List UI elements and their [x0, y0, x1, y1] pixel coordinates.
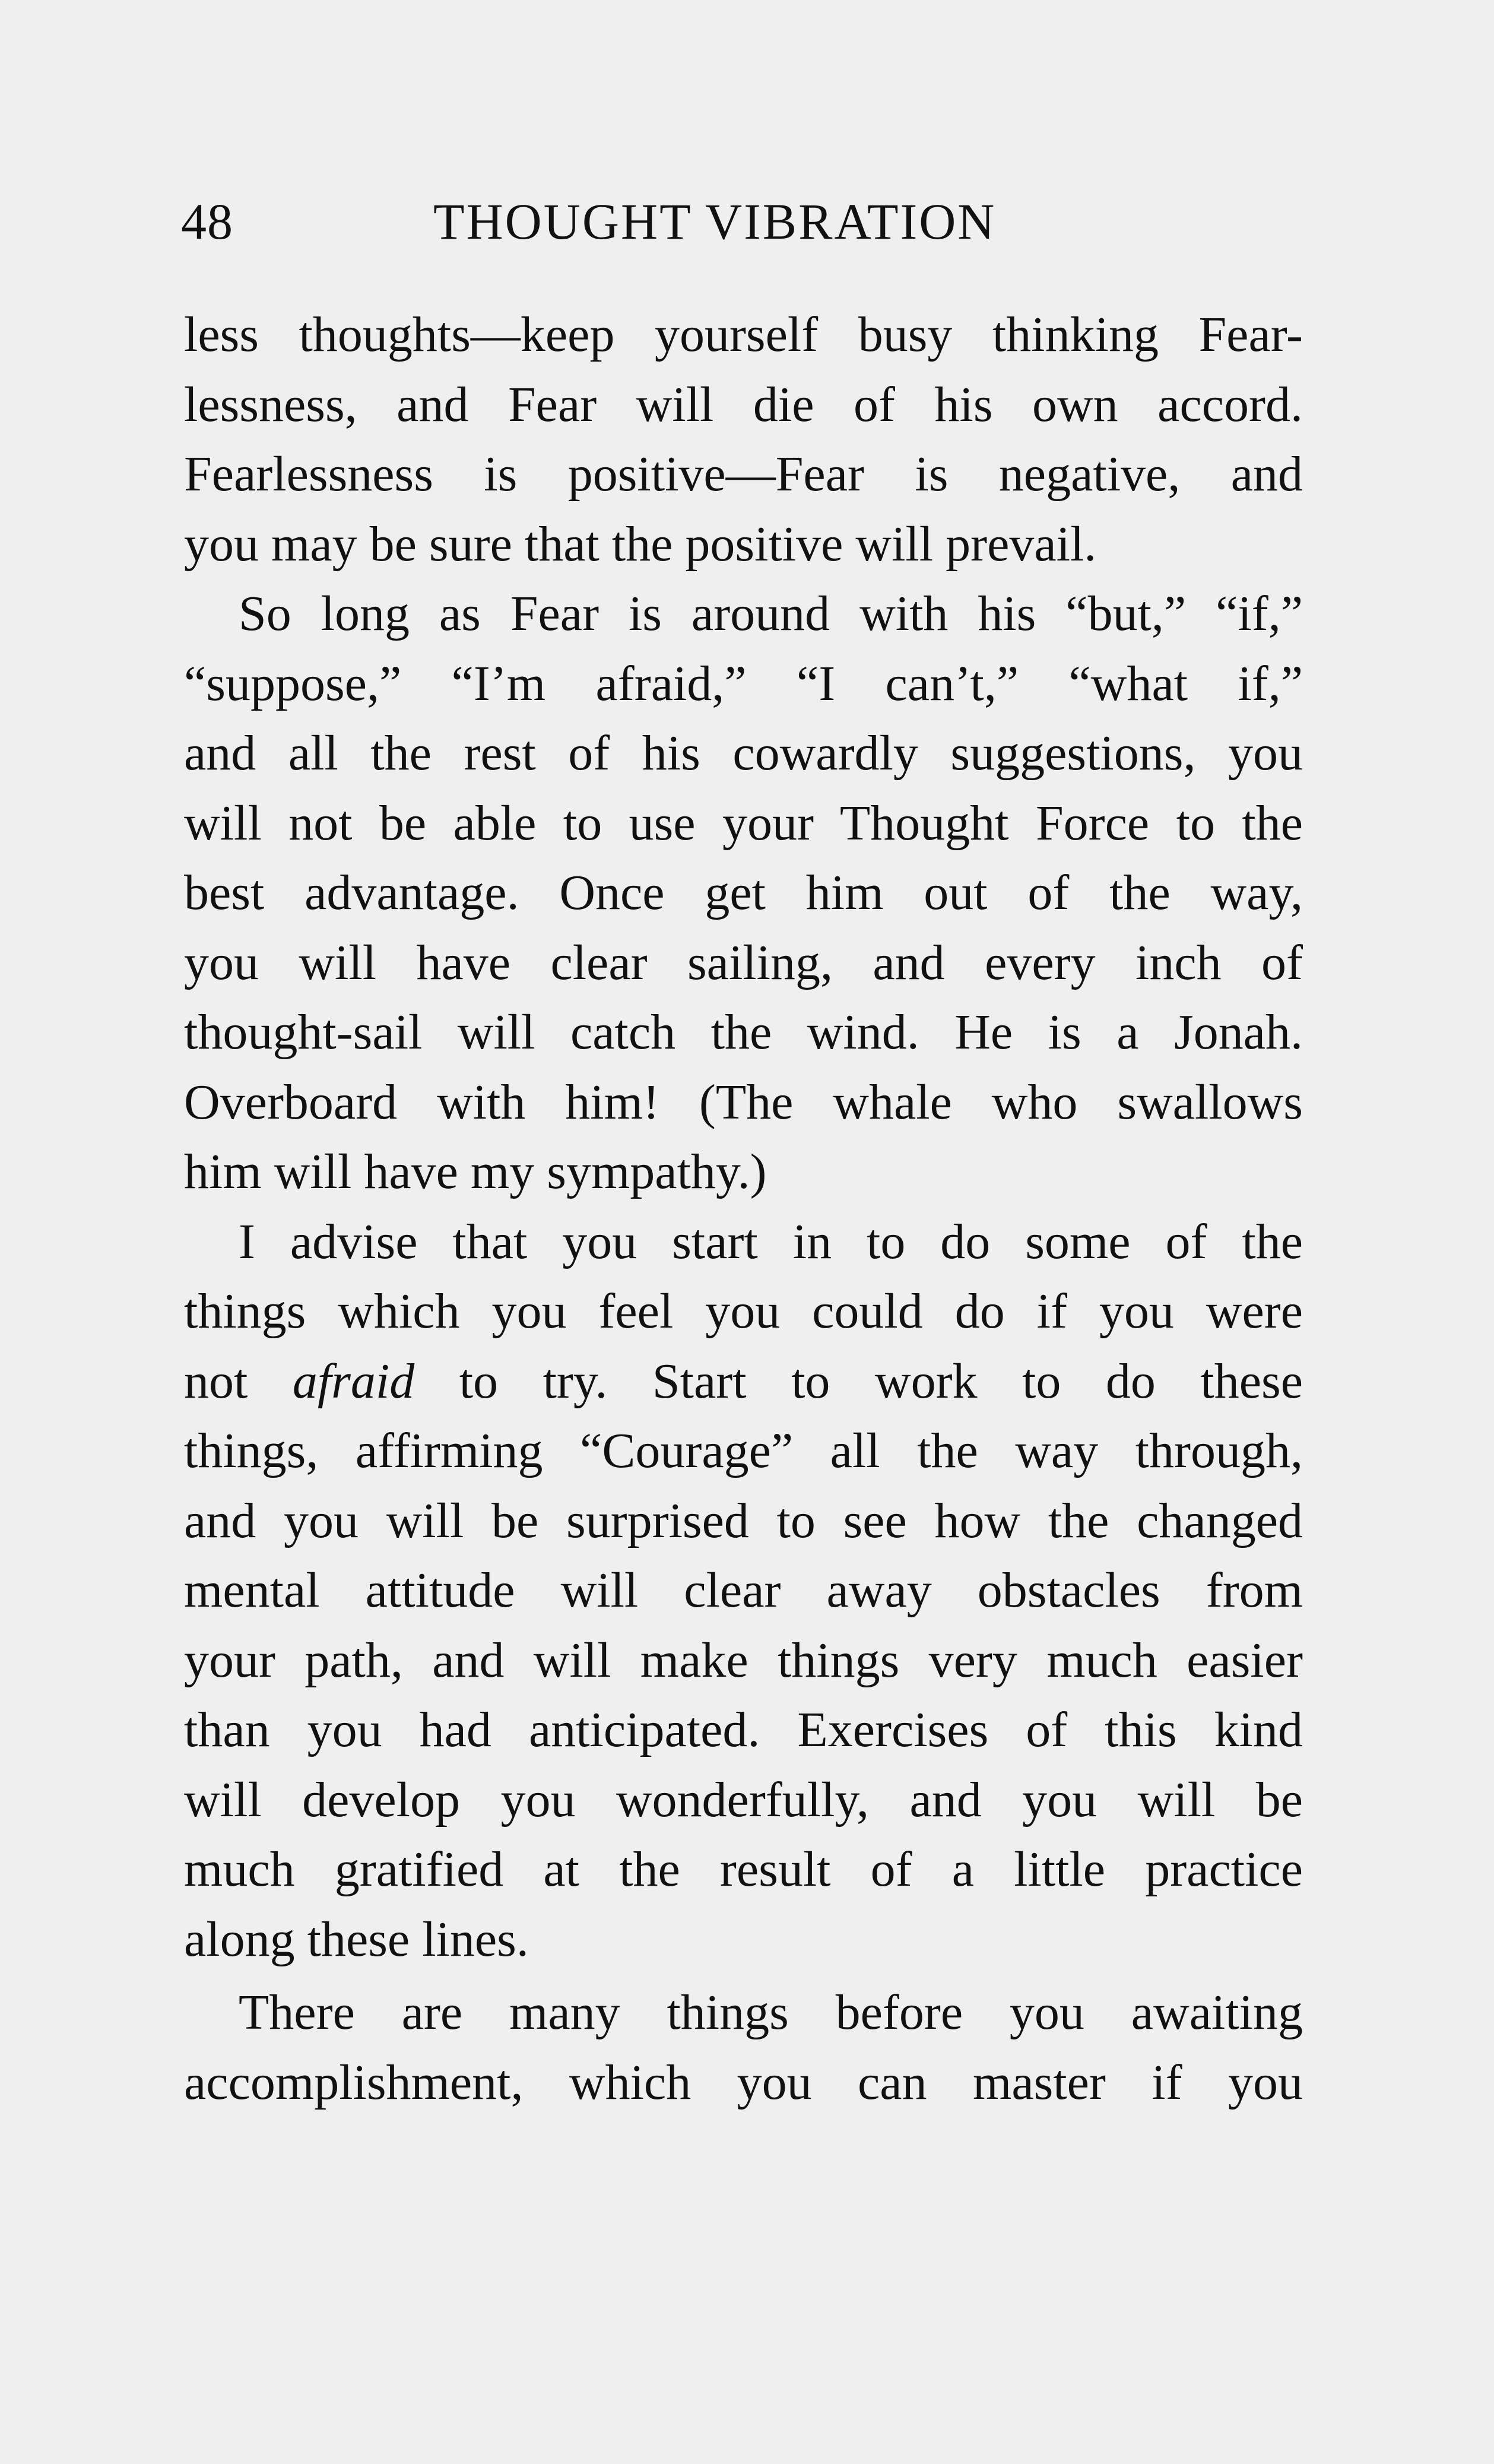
- paragraph: [184, 1207, 1303, 1975]
- paragraph: [184, 1978, 1303, 2117]
- text-line: mental attitude will clear away obstacles from: [184, 1563, 1303, 1618]
- text-line: will not be able to use your Thought Force to the: [184, 795, 1303, 851]
- text-line: Overboard with him! (The whale who swallows: [184, 1074, 1303, 1130]
- text-line: “suppose,” “I’m afraid,” “I can’t,” “what if,”: [184, 655, 1303, 711]
- text-line: along these lines.: [184, 1911, 529, 1967]
- running-title: THOUGHT VIBRATION: [433, 193, 997, 250]
- text-line: [184, 1347, 1303, 1417]
- italic-word: afraid: [292, 1353, 415, 1409]
- text-line: best advantage. Once get him out of the way,: [184, 865, 1303, 920]
- text-line: lessness, and Fear will die of his own accord.: [184, 376, 1303, 432]
- text-line: accomplishment, which you can master if you: [184, 2054, 1303, 2110]
- text-line: you may be sure that the positive will prevail.: [184, 516, 1097, 572]
- text-line: him will have my sympathy.): [184, 1144, 767, 1199]
- text-line: and you will be surprised to see how the changed: [184, 1493, 1303, 1548]
- text-fragment: to try. Start to work to do these: [414, 1353, 1303, 1409]
- text-line: your path, and will make things very much easier: [184, 1632, 1303, 1688]
- text-line: and all the rest of his cowardly suggestions, you: [184, 726, 1303, 781]
- text-line: much gratified at the result of a little practice: [184, 1842, 1303, 1897]
- text-line: you will have clear sailing, and every inch of: [184, 935, 1303, 990]
- text-line: There are many things before you awaiting: [239, 1985, 1303, 2040]
- text-line: So long as Fear is around with his “but,” “if,”: [239, 586, 1303, 641]
- text-line: things which you feel you could do if you were: [184, 1284, 1303, 1339]
- text-fragment: not: [184, 1353, 293, 1409]
- text-line: Fearlessness is positive—Fear is negative, and: [184, 446, 1303, 502]
- text-line: than you had anticipated. Exercises of this kind: [184, 1702, 1303, 1757]
- text-line: thought-sail will catch the wind. He is a Jonah.: [184, 1005, 1303, 1060]
- paragraph: [184, 300, 1303, 579]
- text-line: things, affirming “Courage” all the way through,: [184, 1423, 1303, 1478]
- body-text: [184, 300, 1303, 2117]
- paragraph: [184, 579, 1303, 1207]
- page-number: 48: [181, 193, 233, 250]
- text-line: will develop you wonderfully, and you will be: [184, 1772, 1303, 1828]
- text-line: I advise that you start in to do some of the: [239, 1214, 1303, 1269]
- text-line: less thoughts—keep yourself busy thinking Fear-: [184, 307, 1303, 362]
- running-head: [181, 189, 1048, 254]
